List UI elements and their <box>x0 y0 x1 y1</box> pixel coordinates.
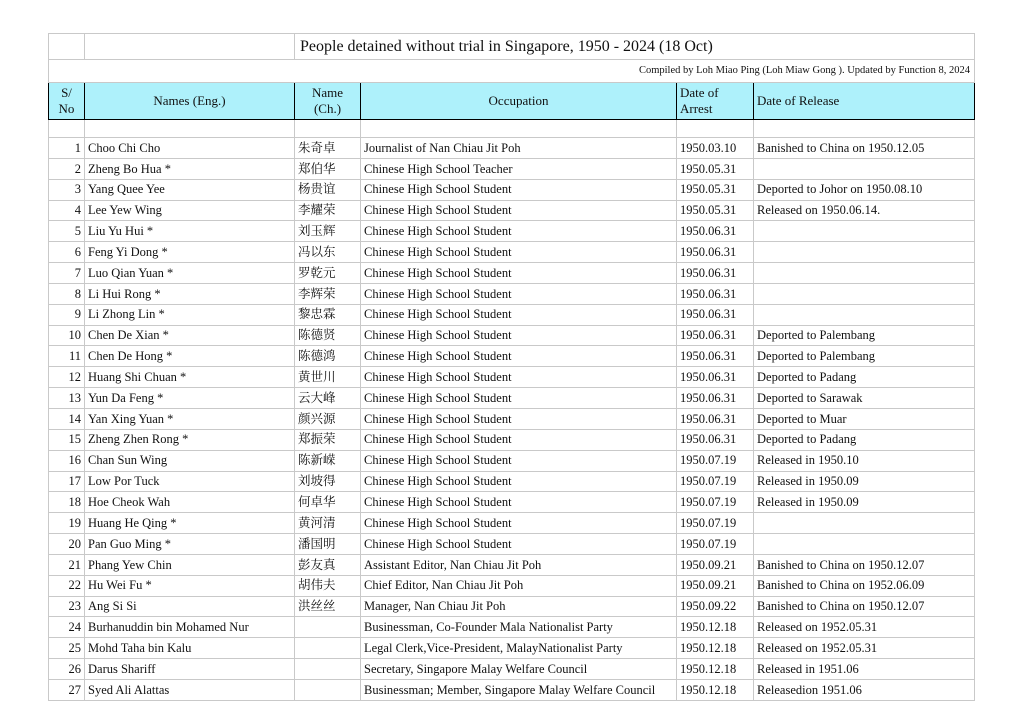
cell-occupation[interactable]: Chinese High School Teacher <box>361 158 677 179</box>
cell-occupation[interactable]: Chinese High School Student <box>361 492 677 513</box>
cell-date-release[interactable]: Deported to Padang <box>754 367 975 388</box>
table-row <box>49 534 975 555</box>
cell-date-release[interactable]: Released on 1952.05.31 <box>754 638 975 659</box>
cell-occupation[interactable]: Chinese High School Student <box>361 179 677 200</box>
empty-cell[interactable] <box>85 34 295 60</box>
cell-occupation[interactable]: Assistant Editor, Nan Chiau Jit Poh <box>361 554 677 575</box>
cell-name-eng[interactable]: Chan Sun Wing <box>85 450 295 471</box>
cell-name-eng[interactable]: Li Hui Rong * <box>85 283 295 304</box>
cell-date-arrest[interactable]: 1950.06.31 <box>677 242 754 263</box>
cell-date-release[interactable]: Banished to China on 1950.12.05 <box>754 138 975 159</box>
cell-name-ch[interactable]: 郑振荣 <box>295 429 361 450</box>
cell-name-ch[interactable]: 刘玉辉 <box>295 221 361 242</box>
header-date-release[interactable]: Date of Release <box>754 83 975 120</box>
cell-name-eng[interactable]: Zheng Zhen Rong * <box>85 429 295 450</box>
table-row <box>49 617 975 638</box>
cell-occupation[interactable]: Chinese High School Student <box>361 283 677 304</box>
cell-occupation[interactable]: Journalist of Nan Chiau Jit Poh <box>361 138 677 159</box>
cell-name-eng[interactable]: Luo Qian Yuan * <box>85 263 295 284</box>
cell-name-ch[interactable]: 陈德鸿 <box>295 346 361 367</box>
empty-cell[interactable] <box>754 120 975 138</box>
table-row <box>49 200 975 221</box>
cell-date-arrest[interactable]: 1950.12.18 <box>677 638 754 659</box>
cell-date-arrest[interactable]: 1950.12.18 <box>677 617 754 638</box>
detainee-table <box>48 33 975 701</box>
cell-date-release[interactable]: Banished to China on 1950.12.07 <box>754 554 975 575</box>
table-row <box>49 179 975 200</box>
cell-sno[interactable]: 24 <box>49 617 85 638</box>
cell-date-release[interactable] <box>754 283 975 304</box>
cell-sno[interactable]: 2 <box>49 158 85 179</box>
cell-name-ch[interactable]: 何卓华 <box>295 492 361 513</box>
cell-date-release[interactable] <box>754 158 975 179</box>
cell-date-release[interactable]: Deported to Johor on 1950.08.10 <box>754 179 975 200</box>
cell-date-arrest[interactable]: 1950.06.31 <box>677 388 754 409</box>
cell-name-eng[interactable]: Huang He Qing * <box>85 513 295 534</box>
cell-date-arrest[interactable]: 1950.06.31 <box>677 221 754 242</box>
cell-sno[interactable]: 19 <box>49 513 85 534</box>
cell-name-ch[interactable]: 胡伟夫 <box>295 575 361 596</box>
cell-name-eng[interactable]: Yan Xing Yuan * <box>85 408 295 429</box>
cell-date-arrest[interactable]: 1950.06.31 <box>677 325 754 346</box>
cell-date-arrest[interactable]: 1950.05.31 <box>677 179 754 200</box>
cell-date-arrest[interactable]: 1950.03.10 <box>677 138 754 159</box>
cell-name-ch[interactable]: 潘国明 <box>295 534 361 555</box>
cell-date-arrest[interactable]: 1950.05.31 <box>677 158 754 179</box>
cell-date-release[interactable]: Releasedion 1951.06 <box>754 679 975 700</box>
cell-sno[interactable]: 20 <box>49 534 85 555</box>
cell-sno[interactable]: 12 <box>49 367 85 388</box>
cell-occupation[interactable]: Chinese High School Student <box>361 242 677 263</box>
cell-name-ch[interactable]: 颜兴源 <box>295 408 361 429</box>
table-row <box>49 304 975 325</box>
empty-cell[interactable] <box>49 34 85 60</box>
blank-row <box>49 120 975 138</box>
cell-sno[interactable]: 23 <box>49 596 85 617</box>
cell-name-ch[interactable]: 黎忠霖 <box>295 304 361 325</box>
cell-date-arrest[interactable]: 1950.05.31 <box>677 200 754 221</box>
cell-name-ch[interactable]: 黄河清 <box>295 513 361 534</box>
cell-name-eng[interactable]: Lee Yew Wing <box>85 200 295 221</box>
cell-date-release[interactable]: Released in 1950.09 <box>754 492 975 513</box>
cell-name-ch[interactable]: 陈新嵘 <box>295 450 361 471</box>
cell-occupation[interactable]: Chinese High School Student <box>361 513 677 534</box>
cell-name-ch[interactable]: 冯以东 <box>295 242 361 263</box>
cell-date-release[interactable]: Released on 1952.05.31 <box>754 617 975 638</box>
cell-sno[interactable]: 17 <box>49 471 85 492</box>
cell-name-eng[interactable]: Yun Da Feng * <box>85 388 295 409</box>
table-row <box>49 638 975 659</box>
cell-date-arrest[interactable]: 1950.06.31 <box>677 408 754 429</box>
cell-name-eng[interactable]: Burhanuddin bin Mohamed Nur <box>85 617 295 638</box>
cell-occupation[interactable]: Chinese High School Student <box>361 221 677 242</box>
cell-sno[interactable]: 16 <box>49 450 85 471</box>
compiled-by-row <box>49 60 975 83</box>
header-row <box>49 83 975 120</box>
cell-name-eng[interactable]: Choo Chi Cho <box>85 138 295 159</box>
cell-date-release[interactable] <box>754 304 975 325</box>
cell-name-ch[interactable]: 陈德贤 <box>295 325 361 346</box>
cell-occupation[interactable]: Chinese High School Student <box>361 534 677 555</box>
cell-sno[interactable]: 9 <box>49 304 85 325</box>
cell-name-ch[interactable]: 杨贵谊 <box>295 179 361 200</box>
cell-occupation[interactable]: Chinese High School Student <box>361 346 677 367</box>
cell-name-ch[interactable] <box>295 638 361 659</box>
empty-cell[interactable] <box>295 120 361 138</box>
table-row <box>49 263 975 284</box>
cell-name-eng[interactable]: Feng Yi Dong * <box>85 242 295 263</box>
cell-occupation[interactable]: Chinese High School Student <box>361 367 677 388</box>
cell-date-arrest[interactable]: 1950.06.31 <box>677 304 754 325</box>
table-row <box>49 138 975 159</box>
cell-sno[interactable]: 10 <box>49 325 85 346</box>
cell-date-release[interactable] <box>754 242 975 263</box>
cell-name-eng[interactable]: Syed Ali Alattas <box>85 679 295 700</box>
cell-name-eng[interactable]: Zheng Bo Hua * <box>85 158 295 179</box>
cell-sno[interactable]: 3 <box>49 179 85 200</box>
spreadsheet <box>48 33 974 701</box>
cell-sno[interactable]: 14 <box>49 408 85 429</box>
cell-sno[interactable]: 21 <box>49 554 85 575</box>
cell-name-eng[interactable]: Phang Yew Chin <box>85 554 295 575</box>
cell-name-eng[interactable]: Li Zhong Lin * <box>85 304 295 325</box>
cell-sno[interactable]: 22 <box>49 575 85 596</box>
cell-sno[interactable]: 13 <box>49 388 85 409</box>
header-name-ch[interactable]: Name (Ch.) <box>295 83 361 120</box>
cell-occupation[interactable]: Chinese High School Student <box>361 304 677 325</box>
cell-name-ch[interactable]: 云大峰 <box>295 388 361 409</box>
cell-occupation[interactable]: Secretary, Singapore Malay Welfare Council <box>361 659 677 680</box>
cell-sno[interactable]: 18 <box>49 492 85 513</box>
cell-name-eng[interactable]: Yang Quee Yee <box>85 179 295 200</box>
title-row <box>49 34 975 60</box>
table-row <box>49 408 975 429</box>
empty-cell[interactable] <box>49 120 85 138</box>
cell-sno[interactable]: 11 <box>49 346 85 367</box>
cell-date-arrest[interactable]: 1950.07.19 <box>677 534 754 555</box>
cell-name-eng[interactable]: Huang Shi Chuan * <box>85 367 295 388</box>
sheet-title[interactable]: People detained without trial in Singapore, 1950 - 2024 (18 Oct) <box>295 34 975 60</box>
cell-name-eng[interactable]: Hu Wei Fu * <box>85 575 295 596</box>
cell-sno[interactable]: 15 <box>49 429 85 450</box>
cell-date-release[interactable]: Deported to Palembang <box>754 325 975 346</box>
cell-date-arrest[interactable]: 1950.07.19 <box>677 513 754 534</box>
table-row <box>49 596 975 617</box>
cell-date-release[interactable]: Deported to Palembang <box>754 346 975 367</box>
cell-name-ch[interactable]: 郑伯华 <box>295 158 361 179</box>
cell-date-release[interactable]: Released in 1951.06 <box>754 659 975 680</box>
cell-sno[interactable]: 6 <box>49 242 85 263</box>
cell-sno[interactable]: 5 <box>49 221 85 242</box>
cell-date-arrest[interactable]: 1950.07.19 <box>677 471 754 492</box>
table-row <box>49 471 975 492</box>
cell-name-ch[interactable]: 李耀荣 <box>295 200 361 221</box>
cell-date-release[interactable] <box>754 534 975 555</box>
cell-date-arrest[interactable]: 1950.06.31 <box>677 367 754 388</box>
cell-occupation[interactable]: Legal Clerk,Vice-President, MalayNationalist Party <box>361 638 677 659</box>
cell-occupation[interactable]: Chief Editor, Nan Chiau Jit Poh <box>361 575 677 596</box>
header-date-arrest[interactable]: Date of Arrest <box>677 83 754 120</box>
cell-name-eng[interactable]: Pan Guo Ming * <box>85 534 295 555</box>
cell-sno[interactable]: 8 <box>49 283 85 304</box>
table-row <box>49 575 975 596</box>
cell-date-release[interactable]: Deported to Padang <box>754 429 975 450</box>
header-occupation[interactable]: Occupation <box>361 83 677 120</box>
cell-name-eng[interactable]: Low Por Tuck <box>85 471 295 492</box>
table-row <box>49 158 975 179</box>
empty-cell[interactable] <box>85 120 295 138</box>
cell-name-eng[interactable]: Liu Yu Hui * <box>85 221 295 242</box>
cell-occupation[interactable]: Businessman, Co-Founder Mala Nationalist Party <box>361 617 677 638</box>
cell-date-release[interactable] <box>754 263 975 284</box>
cell-name-ch[interactable]: 罗乾元 <box>295 263 361 284</box>
cell-date-arrest[interactable]: 1950.09.22 <box>677 596 754 617</box>
cell-occupation[interactable]: Chinese High School Student <box>361 263 677 284</box>
cell-date-arrest[interactable]: 1950.06.31 <box>677 283 754 304</box>
cell-date-release[interactable]: Released on 1950.06.14. <box>754 200 975 221</box>
cell-occupation[interactable]: Manager, Nan Chiau Jit Poh <box>361 596 677 617</box>
cell-name-eng[interactable]: Chen De Xian * <box>85 325 295 346</box>
table-row <box>49 388 975 409</box>
cell-name-eng[interactable]: Chen De Hong * <box>85 346 295 367</box>
cell-occupation[interactable]: Chinese High School Student <box>361 325 677 346</box>
table-row <box>49 492 975 513</box>
header-sno[interactable]: S/ No <box>49 83 85 120</box>
empty-cell[interactable] <box>361 120 677 138</box>
cell-name-ch[interactable]: 李辉荣 <box>295 283 361 304</box>
table-row <box>49 429 975 450</box>
cell-occupation[interactable]: Chinese High School Student <box>361 471 677 492</box>
cell-occupation[interactable]: Chinese High School Student <box>361 388 677 409</box>
cell-name-eng[interactable]: Hoe Cheok Wah <box>85 492 295 513</box>
cell-date-release[interactable] <box>754 513 975 534</box>
cell-occupation[interactable]: Chinese High School Student <box>361 450 677 471</box>
cell-date-arrest[interactable]: 1950.07.19 <box>677 450 754 471</box>
cell-name-eng[interactable]: Ang Si Si <box>85 596 295 617</box>
cell-sno[interactable]: 7 <box>49 263 85 284</box>
cell-date-arrest[interactable]: 1950.09.21 <box>677 575 754 596</box>
table-row <box>49 283 975 304</box>
cell-occupation[interactable]: Chinese High School Student <box>361 200 677 221</box>
cell-date-release[interactable]: Released in 1950.09 <box>754 471 975 492</box>
cell-date-arrest[interactable]: 1950.09.21 <box>677 554 754 575</box>
cell-sno[interactable]: 4 <box>49 200 85 221</box>
cell-date-arrest[interactable]: 1950.06.31 <box>677 263 754 284</box>
cell-date-release[interactable]: Banished to China on 1952.06.09 <box>754 575 975 596</box>
cell-name-eng[interactable]: Mohd Taha bin Kalu <box>85 638 295 659</box>
cell-date-release[interactable]: Released in 1950.10 <box>754 450 975 471</box>
compiled-by-note[interactable]: Compiled by Loh Miao Ping (Loh Miaw Gong ). Updated by Function 8, 2024 <box>49 60 975 83</box>
cell-date-arrest[interactable]: 1950.06.31 <box>677 429 754 450</box>
table-row <box>49 513 975 534</box>
cell-name-ch[interactable]: 朱奇卓 <box>295 138 361 159</box>
table-row <box>49 325 975 346</box>
cell-sno[interactable]: 27 <box>49 679 85 700</box>
cell-date-release[interactable]: Banished to China on 1950.12.07 <box>754 596 975 617</box>
cell-name-ch[interactable] <box>295 617 361 638</box>
cell-name-ch[interactable]: 黄世川 <box>295 367 361 388</box>
table-row <box>49 346 975 367</box>
cell-date-arrest[interactable]: 1950.12.18 <box>677 679 754 700</box>
cell-date-arrest[interactable]: 1950.07.19 <box>677 492 754 513</box>
header-names-eng[interactable]: Names (Eng.) <box>85 83 295 120</box>
cell-occupation[interactable]: Chinese High School Student <box>361 408 677 429</box>
table-row <box>49 367 975 388</box>
cell-name-eng[interactable]: Darus Shariff <box>85 659 295 680</box>
cell-date-arrest[interactable]: 1950.06.31 <box>677 346 754 367</box>
cell-name-ch[interactable]: 彭友真 <box>295 554 361 575</box>
cell-name-ch[interactable]: 洪丝丝 <box>295 596 361 617</box>
cell-date-release[interactable]: Deported to Muar <box>754 408 975 429</box>
cell-occupation[interactable]: Chinese High School Student <box>361 429 677 450</box>
cell-date-release[interactable] <box>754 221 975 242</box>
cell-sno[interactable]: 1 <box>49 138 85 159</box>
cell-name-ch[interactable] <box>295 679 361 700</box>
empty-cell[interactable] <box>677 120 754 138</box>
cell-name-ch[interactable] <box>295 659 361 680</box>
cell-sno[interactable]: 26 <box>49 659 85 680</box>
table-row <box>49 242 975 263</box>
table-row <box>49 450 975 471</box>
cell-date-release[interactable]: Deported to Sarawak <box>754 388 975 409</box>
table-row <box>49 659 975 680</box>
cell-sno[interactable]: 25 <box>49 638 85 659</box>
cell-date-arrest[interactable]: 1950.12.18 <box>677 659 754 680</box>
table-row <box>49 679 975 700</box>
table-row <box>49 554 975 575</box>
cell-name-ch[interactable]: 刘坡得 <box>295 471 361 492</box>
cell-occupation[interactable]: Businessman; Member, Singapore Malay Welfare Council <box>361 679 677 700</box>
table-row <box>49 221 975 242</box>
